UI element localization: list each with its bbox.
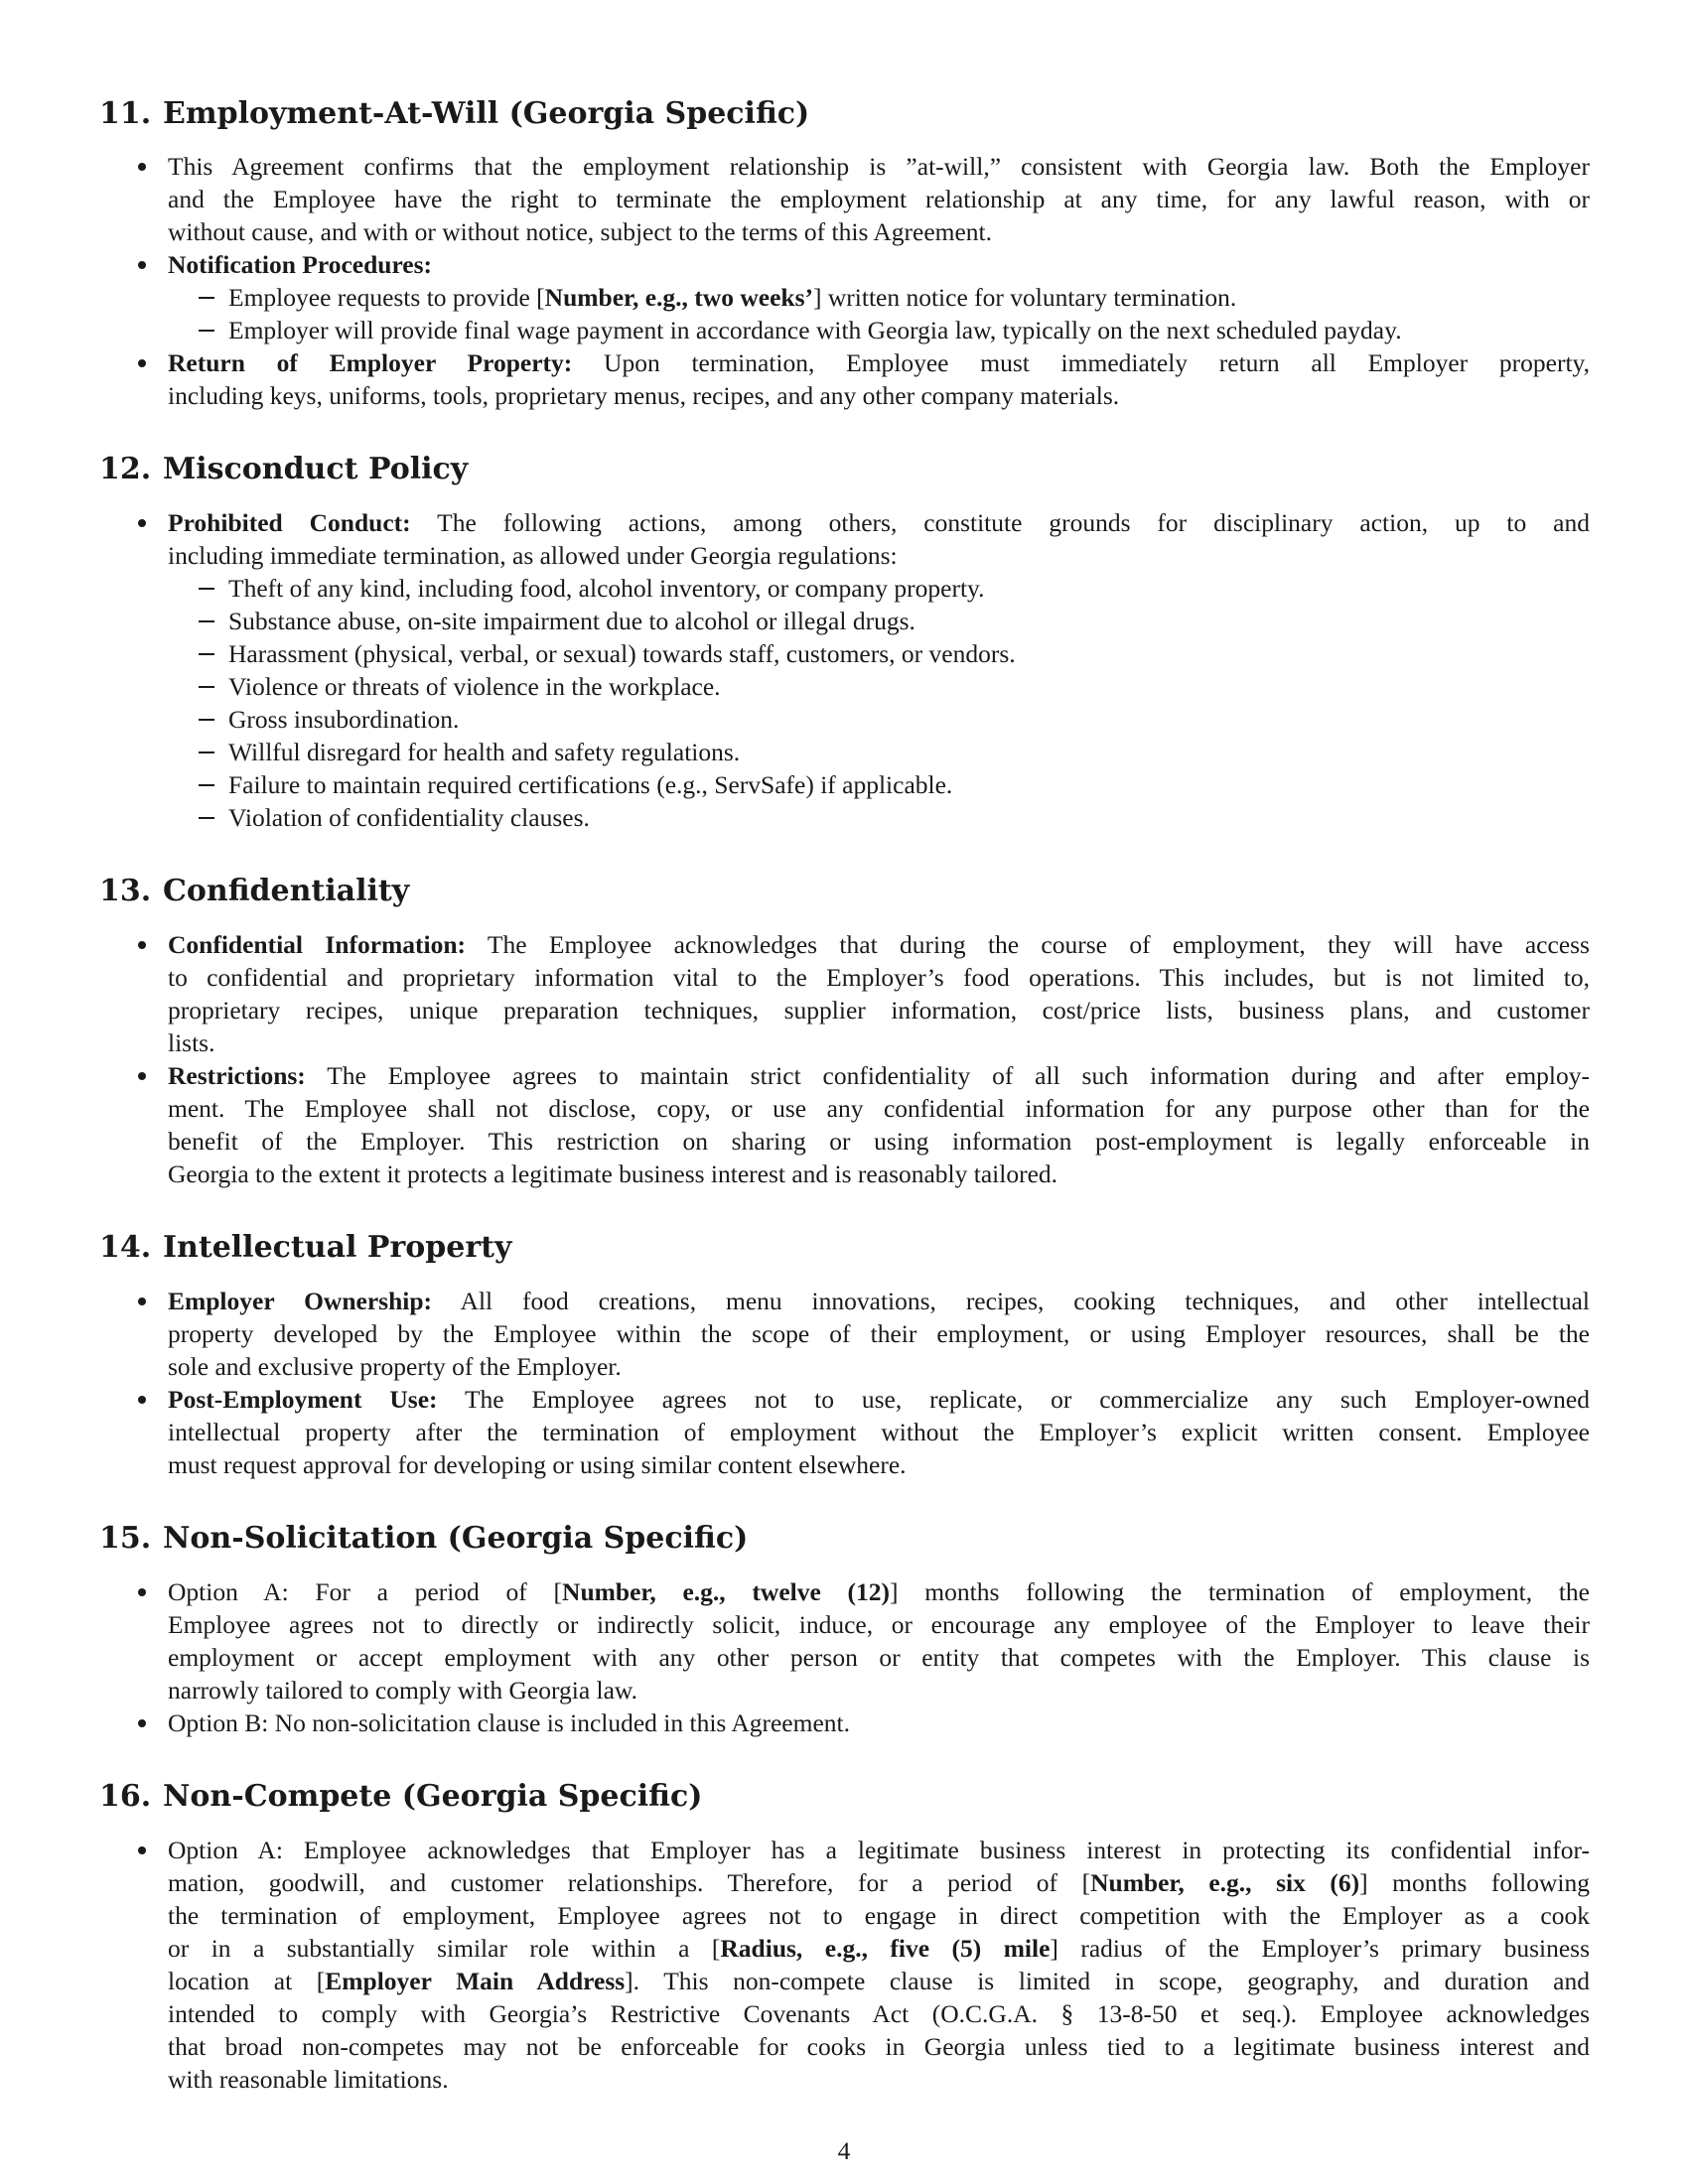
section-heading-14 (99, 1231, 511, 1265)
paragraph-line: with reasonable limitations. (168, 2065, 449, 2094)
paragraph-line: This Agreement confirms that the employment relationship is ”at-will,” consistent with Georgia law. Both the Employer (168, 152, 1590, 181)
text-run: The Employee agrees not to use, replicate, or commercialize any such Employer-owned (464, 1385, 1590, 1414)
section-number: 13. (99, 874, 152, 908)
paragraph-line: to confidential and proprietary information vital to the Employer’s food operations. This includes, but is not limited to, (168, 963, 1590, 992)
section-title: Non-Solicitation (Georgia Specific) (163, 1521, 749, 1556)
paragraph-line (168, 346, 1590, 379)
paragraph-line: and the Employee have the right to terminate the employment relationship at any time, for any lawful reason, with or (168, 185, 1590, 213)
placeholder-field: Number, e.g., twelve (12) (562, 1577, 891, 1606)
list-item: Gross insubordination. (228, 705, 460, 734)
text-run: ] months following (1359, 1868, 1590, 1897)
paragraph-line: including keys, uniforms, tools, proprietary menus, recipes, and any other company materials. (168, 381, 1120, 410)
placeholder-field: Number, e.g., two weeks’ (544, 283, 813, 312)
dash-icon (199, 653, 214, 655)
text-run: ] radius of the Employer’s primary business (1050, 1934, 1591, 1963)
paragraph-line: lists. (168, 1028, 215, 1057)
section-title: Non-Compete (Georgia Specific) (163, 1779, 703, 1814)
list-item: Theft of any kind, including food, alcohol inventory, or company property. (228, 574, 985, 603)
section-title: Misconduct Policy (163, 452, 469, 486)
text-run: Employee requests to provide [ (228, 283, 545, 312)
sub-item: Employer will provide final wage payment in accordance with Georgia law, typically on the next scheduled payday. (228, 316, 1402, 344)
dash-icon (199, 719, 214, 721)
sub-item (228, 281, 1591, 314)
dash-icon (199, 751, 214, 753)
section-number: 16. (99, 1779, 152, 1814)
paragraph-line (168, 1285, 1590, 1317)
paragraph-line: the termination of employment, Employee agrees not to engage in direct competition with the Employer as a cook (168, 1901, 1590, 1930)
section-number: 15. (99, 1521, 152, 1556)
section-number: 14. (99, 1230, 152, 1265)
paragraph-line: ment. The Employee shall not disclose, copy, or use any confidential information for any purpose other than for the (168, 1094, 1590, 1123)
bullet-icon (138, 941, 146, 949)
section-number: 12. (99, 452, 152, 486)
dash-icon (199, 620, 214, 622)
bullet-icon (138, 359, 146, 367)
placeholder-field: Number, e.g., six (6) (1090, 1868, 1360, 1897)
text-run: location at [ (168, 1967, 326, 1995)
text-run: ] months following the termination of employment, the (890, 1577, 1590, 1606)
paragraph-line (168, 1866, 1590, 1899)
paragraph-line (168, 1932, 1590, 1965)
section-heading-16 (99, 1780, 702, 1814)
bullet-icon (138, 163, 146, 171)
section-title: Confidentiality (163, 874, 410, 908)
paragraph-line (168, 1383, 1590, 1416)
paragraph-line: including immediate termination, as allowed under Georgia regulations: (168, 541, 898, 570)
text-run: The Employee acknowledges that during the course of employment, they will have access (487, 930, 1590, 959)
bullet-icon (138, 261, 146, 269)
paragraph-line: sole and exclusive property of the Employer. (168, 1352, 622, 1381)
bullet-label: Prohibited Conduct: (168, 508, 411, 537)
bullet-icon (138, 1588, 146, 1596)
paragraph-line: Georgia to the extent it protects a legitimate business interest and is reasonably tailored. (168, 1160, 1058, 1188)
section-heading-11 (99, 97, 809, 131)
text-run: The following actions, among others, constitute grounds for disciplinary action, up to and (437, 508, 1590, 537)
paragraph-line: must request approval for developing or using similar content elsewhere. (168, 1450, 907, 1479)
bullet-label: Employer Ownership: (168, 1287, 433, 1315)
paragraph-line: employment or accept employment with any other person or entity that competes with the Employer. This clause is (168, 1643, 1590, 1672)
text-run: Option A: For a period of [ (168, 1577, 563, 1606)
section-heading-13 (99, 875, 409, 908)
section-title: Intellectual Property (163, 1230, 512, 1265)
paragraph-line (168, 1575, 1590, 1608)
placeholder-field: Employer Main Address (325, 1967, 626, 1995)
text-run: The Employee agrees to maintain strict confidentiality of all such information during and after employ- (327, 1061, 1590, 1090)
list-item: Failure to maintain required certifications (e.g., ServSafe) if applicable. (228, 770, 953, 799)
section-number: 11. (99, 96, 152, 131)
dash-icon (199, 817, 214, 819)
list-item: Violation of confidentiality clauses. (228, 803, 590, 832)
bullet-label: Notification Procedures: (168, 250, 433, 279)
paragraph-line (168, 1965, 1590, 1997)
section-title: Employment-At-Will (Georgia Specific) (163, 96, 810, 131)
paragraph-line (168, 928, 1590, 961)
dash-icon (199, 330, 214, 332)
paragraph-line: Option A: Employee acknowledges that Employer has a legitimate business interest in protecting its confidential infor- (168, 1836, 1590, 1864)
paragraph-line: intellectual property after the termination of employment without the Employer’s explicit written consent. Employee (168, 1418, 1590, 1446)
bullet-icon (138, 1072, 146, 1080)
paragraph-line: proprietary recipes, unique preparation techniques, supplier information, cost/price lists, business plans, and customer (168, 996, 1590, 1024)
paragraph-line: Employee agrees not to directly or indirectly solicit, induce, or encourage any employee of the Employer to leave their (168, 1610, 1590, 1639)
paragraph-line: intended to comply with Georgia’s Restrictive Covenants Act (O.C.G.A. § 13-8-50 et seq.). Employee acknowledges (168, 1999, 1590, 2028)
dash-icon (199, 297, 214, 299)
placeholder-field: Radius, e.g., five (5) mile (720, 1934, 1051, 1963)
bullet-icon (138, 1719, 146, 1727)
text-run: All food creations, menu innovations, recipes, cooking techniques, and other intellectual (460, 1287, 1590, 1315)
text-run: or in a substantially similar role within a [ (168, 1934, 721, 1963)
text-run: ] written notice for voluntary termination. (813, 283, 1237, 312)
text-run: mation, goodwill, and customer relationships. Therefore, for a period of [ (168, 1868, 1091, 1897)
text-run: ]. This non-compete clause is limited in scope, geography, and duration and (625, 1967, 1590, 1995)
page-number: 4 (837, 2136, 851, 2165)
list-item: Willful disregard for health and safety regulations. (228, 738, 741, 766)
bullet-icon (138, 1396, 146, 1404)
list-item: Substance abuse, on-site impairment due to alcohol or illegal drugs. (228, 607, 915, 635)
bullet-icon (138, 1846, 146, 1854)
paragraph-line: benefit of the Employer. This restriction on sharing or using information post-employment is legally enforceable in (168, 1127, 1590, 1156)
section-heading-12 (99, 453, 468, 486)
paragraph-line (168, 506, 1590, 539)
paragraph-line (168, 1059, 1590, 1092)
text-run: Upon termination, Employee must immediately return all Employer property, (604, 348, 1591, 377)
paragraph-line: property developed by the Employee within the scope of their employment, or using Employer resources, shall be the (168, 1319, 1590, 1348)
bullet-label: Return of Employer Property: (168, 348, 573, 377)
dash-icon (199, 588, 214, 590)
list-item: Violence or threats of violence in the workplace. (228, 672, 721, 701)
dash-icon (199, 686, 214, 688)
paragraph-line: Option B: No non-solicitation clause is included in this Agreement. (168, 1708, 850, 1737)
bullet-label: Post-Employment Use: (168, 1385, 438, 1414)
dash-icon (199, 784, 214, 786)
bullet-icon (138, 519, 146, 527)
paragraph-line: without cause, and with or without notice, subject to the terms of this Agreement. (168, 217, 992, 246)
list-item: Harassment (physical, verbal, or sexual) towards staff, customers, or vendors. (228, 639, 1016, 668)
bullet-label: Restrictions: (168, 1061, 306, 1090)
section-heading-15 (99, 1522, 748, 1556)
paragraph-line: that broad non-competes may not be enforceable for cooks in Georgia unless tied to a legitimate business interest and (168, 2032, 1590, 2061)
paragraph-line: narrowly tailored to comply with Georgia law. (168, 1676, 638, 1705)
bullet-icon (138, 1297, 146, 1305)
bullet-label: Confidential Information: (168, 930, 467, 959)
